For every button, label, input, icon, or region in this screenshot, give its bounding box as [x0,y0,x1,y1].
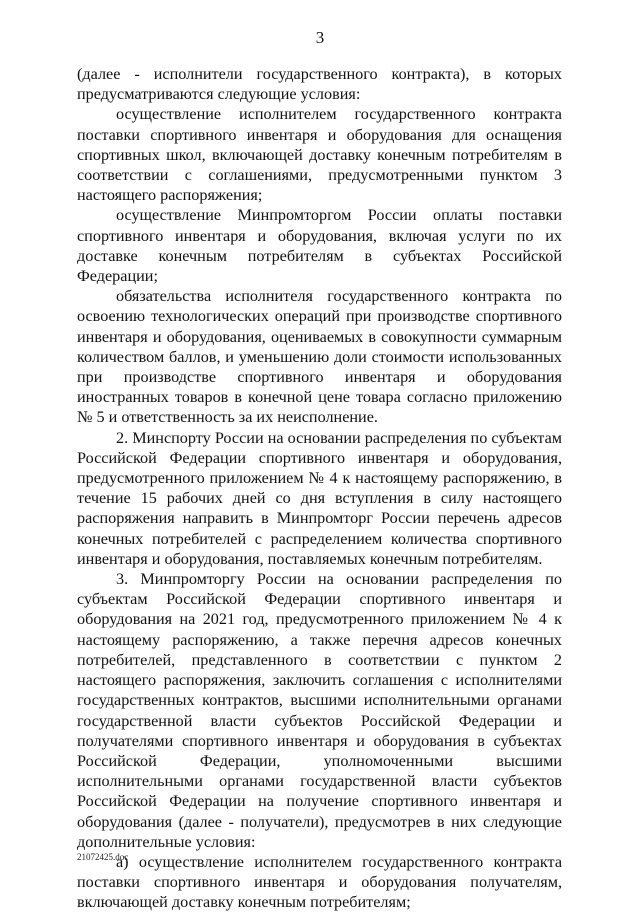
footer-filename: 21072425.doc [77,852,129,862]
paragraph: (далее - исполнители государственного контракта), в которых предусматриваются следующие условия: [77,65,562,104]
paragraph: осуществление исполнителем государственного контракта поставки спортивного инвентаря и оборудования для оснащения спортивных школ, включающей доставку конечным потребителям в соответствии с соглашениями, предусмотренными пунктом 3 настоящего распоряжения; [77,105,562,205]
page-number: 3 [315,28,325,47]
paragraph: 2. Минспорту России на основании распределения по субъектам Российской Федерации спортивного инвентаря и оборудования, предусмотренного приложением № 4 к настоящему распоряжению, в течение 15 рабочих дней со дня вступления в силу настоящего распоряжения направить в Минпромторг России перечень адресов конечных потребителей с распределением количества спортивного инвентаря и оборудования, поставляемых конечным потребителям. [77,428,562,568]
paragraph: осуществление Минпромторгом России оплаты поставки спортивного инвентаря и оборудования, включая услуги по их доставке конечным потребителям в субъектах Российской Федерации; [77,206,562,286]
document-body [77,64,562,913]
paragraph: а) осуществление исполнителем государственного контракта поставки спортивного инвентаря и оборудования получателям, включающей доставку конечным потребителям; [77,852,562,912]
paragraph: обязательства исполнителя государственного контракта по освоению технологических операций при производстве спортивного инвентаря и оборудования, оцениваемых в совокупности суммарным количеством баллов, и уменьшению доли стоимости использованных при производстве спортивного инвентаря и оборудования иностранных товаров в конечной цене товара согласно приложению № 5 и ответственность за их неисполнение. [77,287,562,427]
paragraph: 3. Минпромторгу России на основании распределения по субъектам Российской Федерации спортивного инвентаря и оборудования на 2021 год, предусмотренного приложением № 4 к настоящему распоряжению, а также перечня адресов конечных потребителей, представленного в соответствии с пунктом 2 настоящего распоряжения, заключить соглашения с исполнителями государственных контрактов, высшими исполнительными органами государственной власти субъектов Российской Федерации и получателями спортивного инвентаря и оборудования в субъектах Российской Федерации, уполномоченными высшими исполнительными органами государственной власти субъектов Российской Федерации на получение спортивного инвентаря и оборудования (далее - получатели), предусмотрев в них следующие дополнительные условия: [77,570,562,851]
